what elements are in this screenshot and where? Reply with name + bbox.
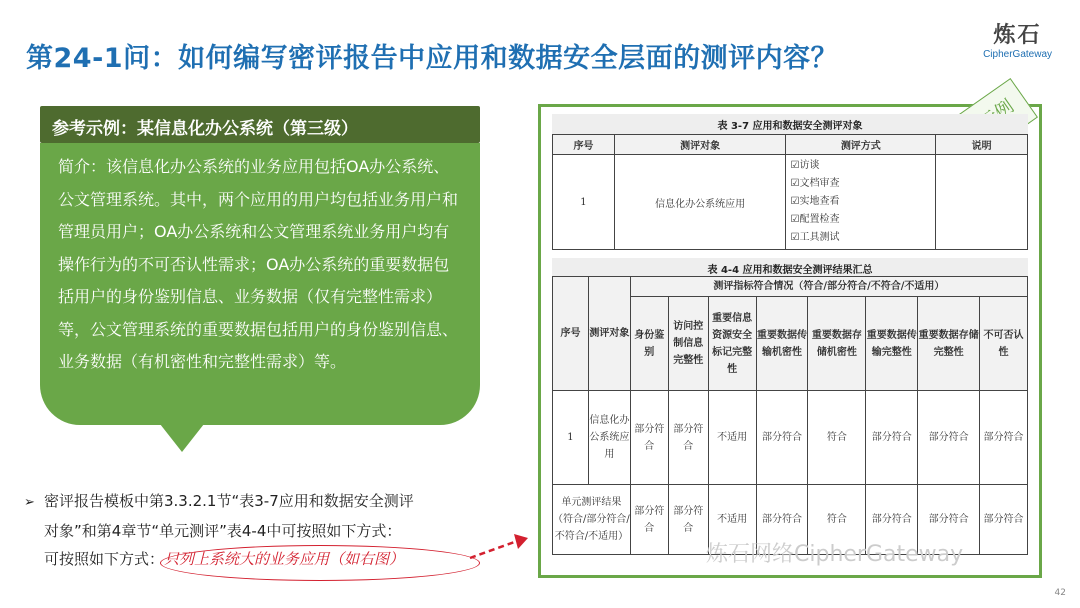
t1-header-method: 测评方式 — [786, 135, 936, 155]
highlight-oval — [160, 545, 480, 581]
t2-summary-label: 单元测评结果（符合/部分符合/不符合/不适用） — [553, 485, 631, 555]
t2-summary-value: 部分符合 — [668, 485, 708, 555]
t2-summary-value: 部分符合 — [980, 485, 1028, 555]
t2-header-object: 测评对象 — [588, 277, 630, 391]
t2-indicator-header: 访问控制信息完整性 — [668, 297, 708, 391]
t2-cell-value: 部分符合 — [918, 391, 980, 485]
logo-en: CipherGateway — [983, 49, 1052, 60]
t2-summary-value: 部分符合 — [866, 485, 918, 555]
t2-cell-value: 符合 — [808, 391, 866, 485]
bullet-line-1: 密评报告模板中第3.3.2.1节“表3-7应用和数据安全测评 — [44, 492, 414, 510]
method-item: ☑文档审查 — [790, 178, 840, 189]
table-4-4-caption: 表 4-4 应用和数据安全测评结果汇总 — [552, 258, 1028, 279]
bullet-arrow-icon: ➢ — [24, 495, 35, 510]
t2-cell-object: 信息化办公系统应用 — [588, 391, 630, 485]
table-row — [553, 391, 1028, 485]
t2-header-group: 测评指标符合情况（符合/部分符合/不符合/不适用） — [630, 277, 1027, 297]
t1-cell-note — [936, 155, 1028, 250]
t2-cell-value: 部分符合 — [668, 391, 708, 485]
t2-cell-no: 1 — [553, 391, 589, 485]
table-4-4 — [552, 276, 1028, 555]
t2-indicator-header: 重要数据存储完整性 — [918, 297, 980, 391]
method-item: ☑实地查看 — [790, 196, 840, 207]
method-item: ☑工具测试 — [790, 232, 840, 243]
watermark: 炼石网络CipherGateway — [706, 542, 964, 567]
t2-indicator-header: 重要信息资源安全标记完整性 — [708, 297, 756, 391]
t2-cell-value: 部分符合 — [980, 391, 1028, 485]
t2-summary-value: 部分符合 — [918, 485, 980, 555]
bullet-line-3-prefix: 可按照如下方式： — [44, 550, 165, 568]
table-3-7 — [552, 134, 1028, 250]
t2-cell-value: 部分符合 — [866, 391, 918, 485]
example-card-header: 参考示例：某信息化办公系统（第三级） — [40, 106, 480, 143]
t1-cell-no: 1 — [553, 155, 615, 250]
t2-indicator-header: 重要数据存储机密性 — [808, 297, 866, 391]
method-item: ☑配置检查 — [790, 214, 840, 225]
bullet-red-note: 只列上系统大的业务应用（如右图） — [164, 550, 405, 568]
example-card-body: 简介：该信息化办公系统的业务应用包括OA办公系统、公文管理系统。其中，两个应用的用户均包括业务用户和管理员用户；OA办公系统和公文管理系统业务用户均有操作行为的不可否认性需求；OA办公系统的重要数据包括用户的身份鉴别信息、业务数据（仅有完整性需求）等，公文管理系统的重要数据包括用户的身份鉴别信息、业务数据（有机密性和完整性需求）等。 — [40, 143, 480, 425]
dashed-arrow-icon — [468, 530, 532, 564]
t2-indicator-header: 重要数据传输完整性 — [866, 297, 918, 391]
card-pointer — [160, 424, 204, 452]
t1-cell-object: 信息化办公系统应用 — [614, 155, 786, 250]
page-number: 42 — [1054, 588, 1066, 598]
method-item: ☑访谈 — [790, 160, 820, 171]
t1-header-note: 说明 — [936, 135, 1028, 155]
t1-cell-methods — [786, 155, 936, 250]
t2-cell-value: 部分符合 — [630, 391, 668, 485]
t2-cell-value: 不适用 — [708, 391, 756, 485]
t2-summary-value: 符合 — [808, 485, 866, 555]
t2-summary-value: 不适用 — [708, 485, 756, 555]
logo-cn: 炼石 — [993, 23, 1042, 48]
t2-indicator-header: 身份鉴别 — [630, 297, 668, 391]
t2-cell-value: 部分符合 — [756, 391, 808, 485]
t1-header-object: 测评对象 — [614, 135, 786, 155]
page-title: 第24-1问：如何编写密评报告中应用和数据安全层面的测评内容？ — [26, 43, 839, 74]
t2-header-no: 序号 — [553, 277, 589, 391]
brand-logo — [983, 18, 1052, 60]
t2-summary-value: 部分符合 — [630, 485, 668, 555]
bullet-line-2: 对象”和第4章节“单元测评”表4-4中可按照如下方式： — [44, 522, 402, 540]
t2-summary-value: 部分符合 — [756, 485, 808, 555]
table-3-7-caption: 表 3-7 应用和数据安全测评对象 — [552, 114, 1028, 135]
t2-indicator-header: 重要数据传输机密性 — [756, 297, 808, 391]
t1-header-no: 序号 — [553, 135, 615, 155]
t2-indicator-header: 不可否认性 — [980, 297, 1028, 391]
